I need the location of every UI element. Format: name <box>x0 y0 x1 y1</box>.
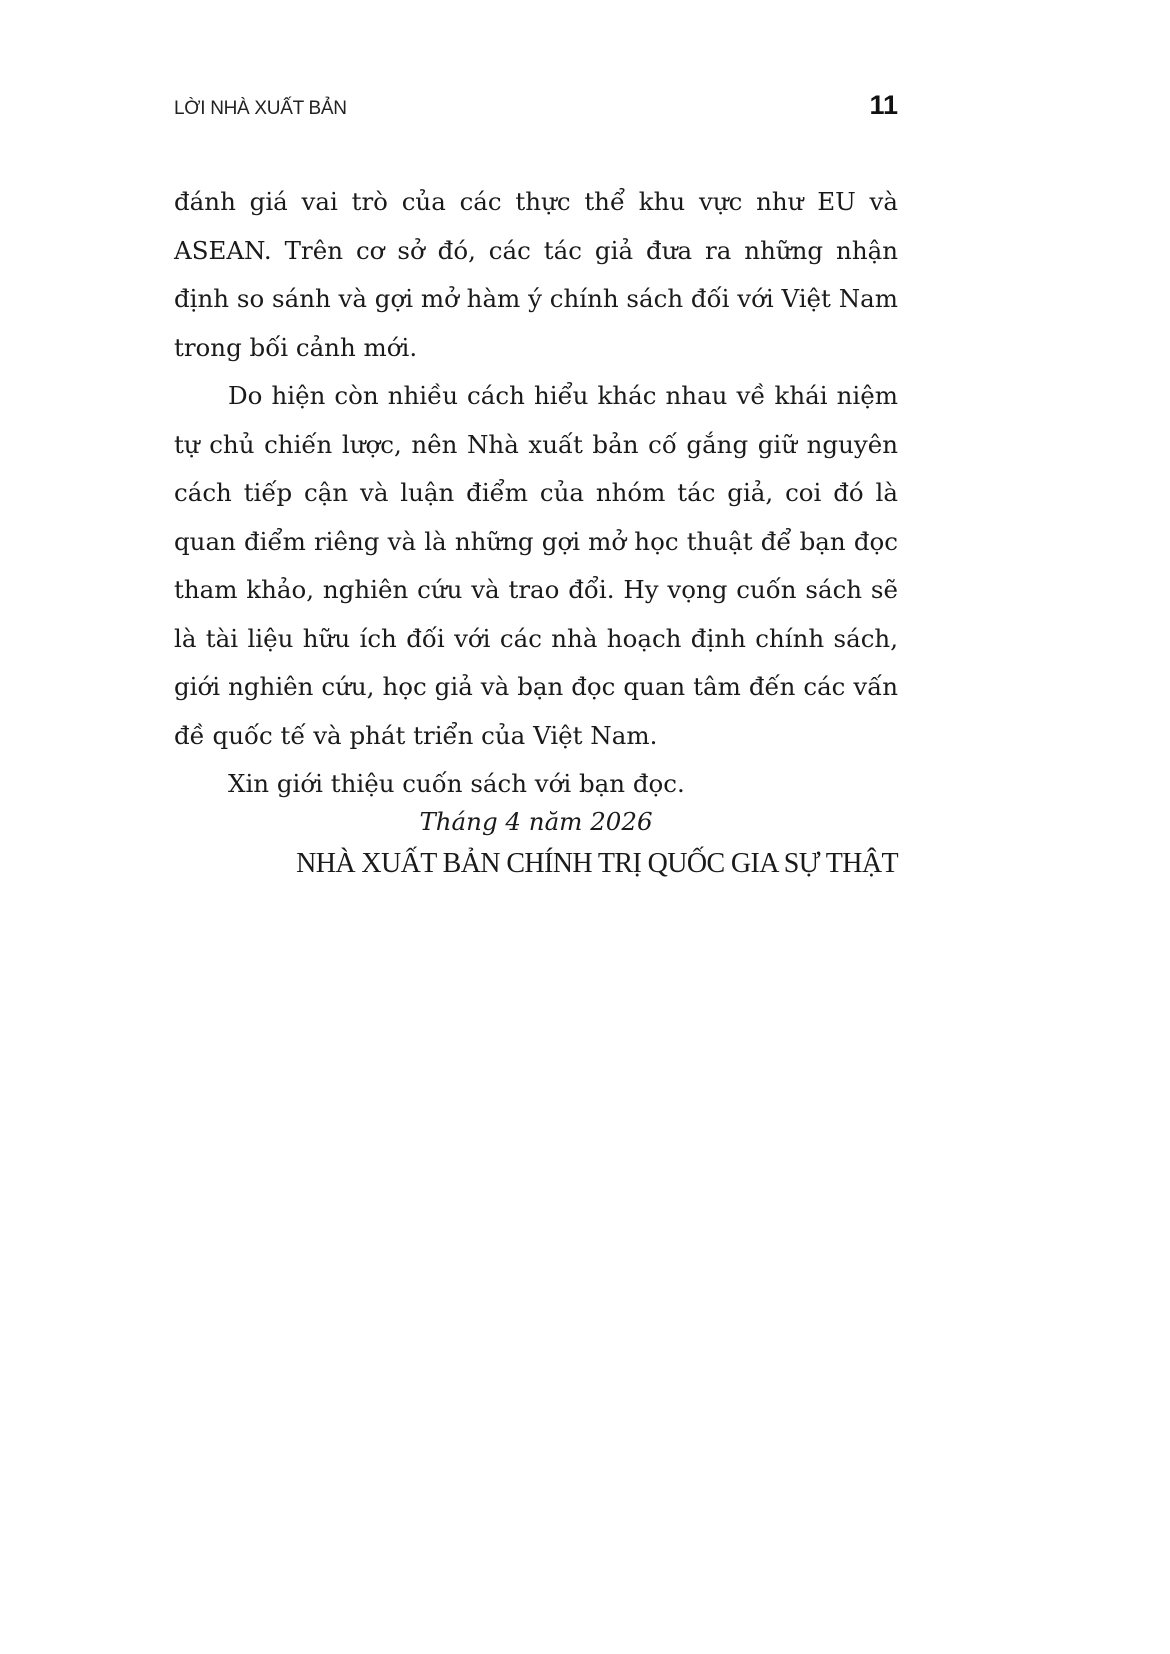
paragraph-introduction: Xin giới thiệu cuốn sách với bạn đọc. <box>228 769 685 798</box>
body-text <box>174 178 898 809</box>
paragraph: Do hiện còn nhiều cách hiểu khác nhau về khái niệm tự chủ chiến lược, nên Nhà xuất bản cố gắng giữ nguyên cách tiếp cận và luận điểm của nhóm tác giả, coi đó là quan điểm riêng và là những gợi mở học thuật để bạn đọc tham khảo, nghiên cứu và trao đổi. Hy vọng cuốn sách sẽ là tài liệu hữu ích đối với các nhà hoạch định chính sách, giới nghiên cứu, học giả và bạn đọc quan tâm đến các vấn đề quốc tế và phát triển của Việt Nam. <box>174 381 898 750</box>
running-header-title: LỜI NHÀ XUẤT BẢN <box>174 98 347 119</box>
closing-date: Tháng 4 năm 2026 <box>419 807 653 836</box>
page-number: 11 <box>869 90 898 120</box>
publisher-signature: NHÀ XUẤT BẢN CHÍNH TRỊ QUỐC GIA SỰ THẬT <box>296 848 898 879</box>
paragraph-continued: đánh giá vai trò của các thực thể khu vực như EU và ASEAN. Trên cơ sở đó, các tác giả đưa ra những nhận định so sánh và gợi mở hàm ý chính sách đối với Việt Nam trong bối cảnh mới. <box>174 187 898 362</box>
